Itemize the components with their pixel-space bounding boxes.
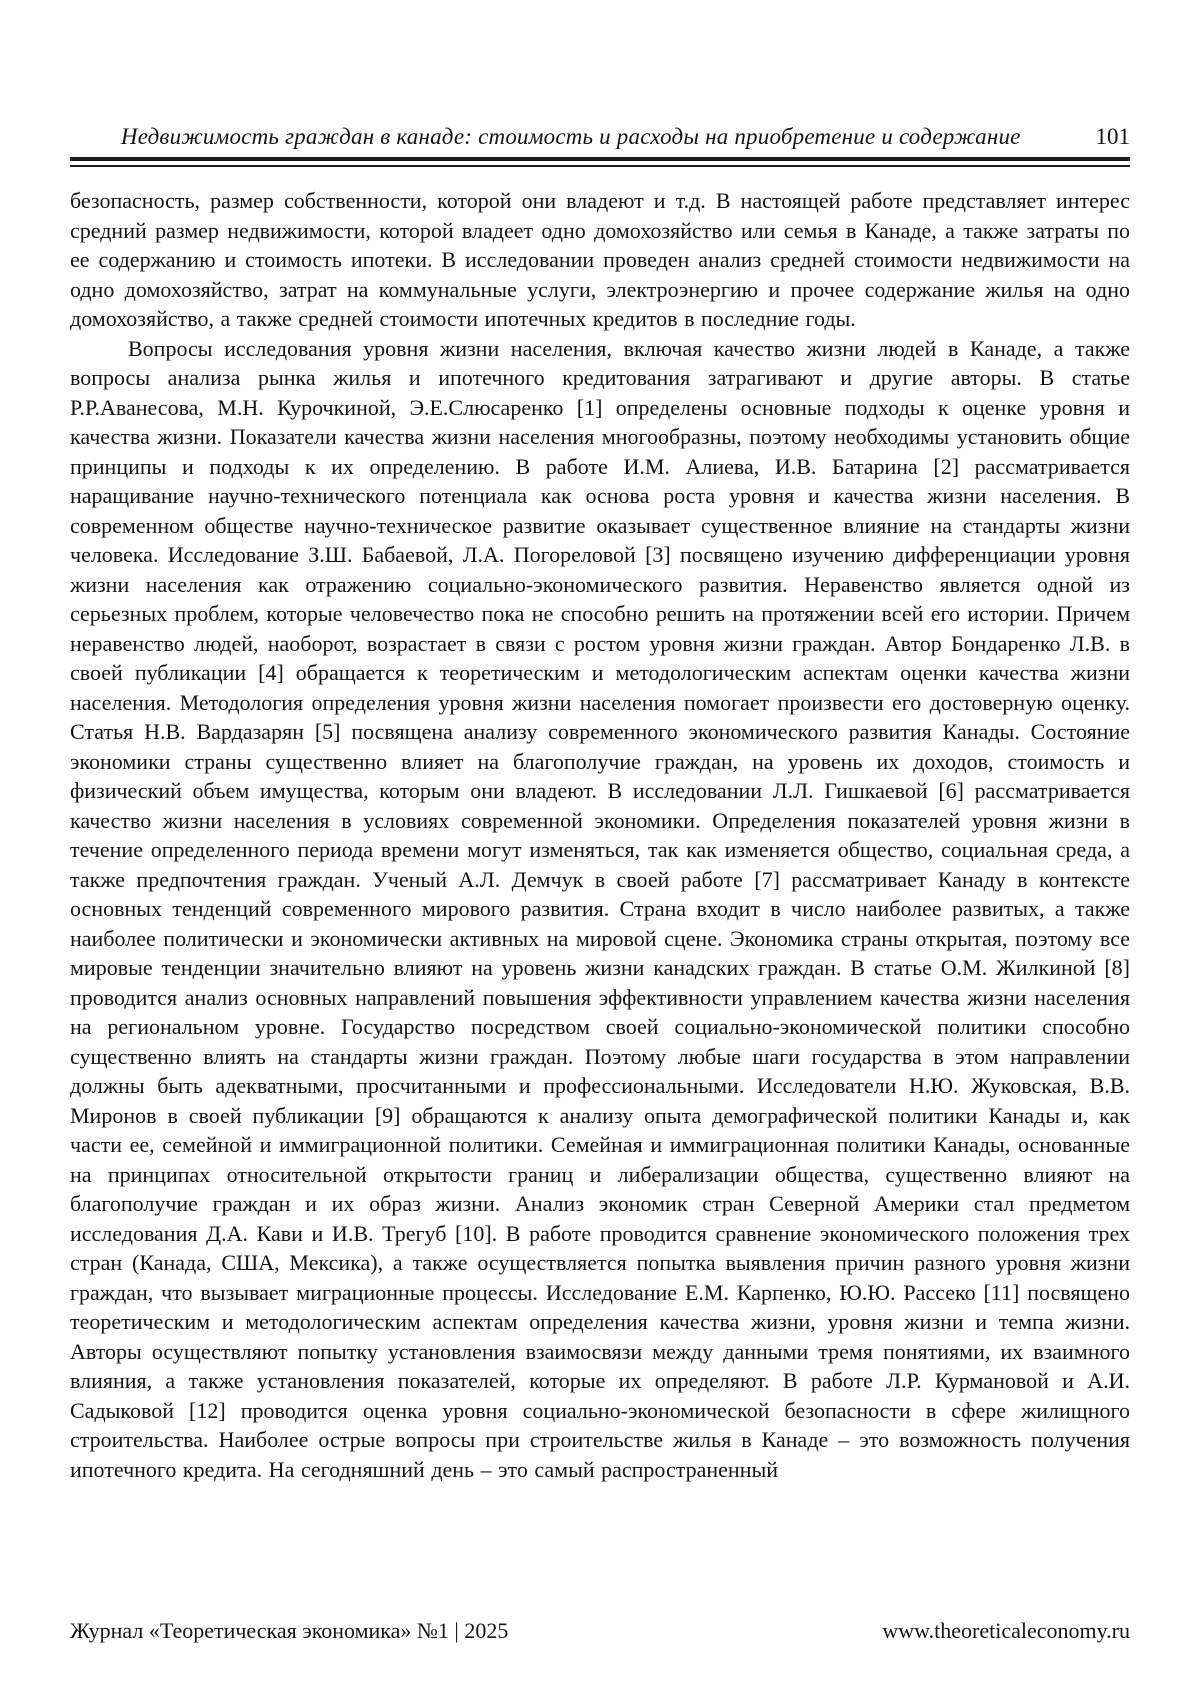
footer-website-link: www.theoreticaleconomy.ru (882, 1618, 1130, 1643)
page-header (70, 124, 1130, 167)
footer-journal-label: Журнал «Теоретическая экономика» №1 | 2025 (70, 1618, 509, 1643)
running-title: Недвижимость граждан в канаде: стоимость и расходы на приобретение и содержание (120, 124, 1021, 149)
article-body (70, 186, 1130, 1484)
body-paragraph-literature-review: Вопросы исследования уровня жизни населения, включая качество жизни людей в Канаде, а также вопросы анализа рынка жилья и ипотечного кредитования затрагивают и другие авторы. В статье Р.Р.Аванесова, М.Н. Курочкиной, Э.Е.Слюсаренко [1] определены основные подходы к оценке уровня и качества жизни. Показатели качества жизни населения многообразны, поэтому необходимы установить общие принципы и подходы к их определению. В работе И.М. Алиева, И.В. Батарина [2] рассматривается наращивание научно-технического потенциала как основа роста уровня и качества жизни населения. В современном обществе научно-техническое развитие оказывает существенное влияние на стандарты жизни человека. Исследование З.Ш. Бабаевой, Л.А. Погореловой [3] посвящено изучению дифференциации уровня жизни населения как отражению социально-экономического развития. Неравенство является одной из серьезных проблем, которые человечество пока не способно решить на протяжении всей его истории. Причем неравенство людей, наоборот, возрастает в связи с ростом уровня жизни граждан. Автор Бондаренко Л.В. в своей публикации [4] обращается к теоретическим и методологическим аспектам оценки качества жизни населения. Методология определения уровня жизни населения помогает произвести его достоверную оценку. Статья Н.В. Вардазарян [5] посвящена анализу современного экономического развития Канады. Состояние экономики страны существенно влияет на благополучие граждан, на уровень их доходов, стоимость и физический объем имущества, которым они владеют. В исследовании Л.Л. Гишкаевой [6] рассматривается качество жизни населения в условиях современной экономики. Определения показателей уровня жизни в течение определенного периода времени могут изменяться, так как изменяется общество, социальная среда, а также предпочтения граждан. Ученый А.Л. Демчук в своей работе [7] рассматривает Канаду в контексте основных тенденций современного мирового развития. Страна входит в число наиболее развитых, а также наиболее политически и экономически активных на мировой сцене. Экономика страны открытая, поэтому все мировые тенденции значительно влияют на уровень жизни канадских граждан. В статье О.М. Жилкиной [8] проводится анализ основных направлений повышения эффективности управлением качества жизни населения на региональном уровне. Государство посредством своей социально-экономической политики способно существенно влиять на стандарты жизни граждан. Поэтому любые шаги государства в этом направлении должны быть адекватными, просчитанными и профессиональными. Исследователи Н.Ю. Жуковская, В.В. Миронов в своей публикации [9] обращаются к анализу опыта демографической политики Канады и, как части ее, семейной и иммиграционной политики. Семейная и иммиграционная политики Канады, основанные на принципах относительной открытости границ и либерализации общества, существенно влияют на благополучие граждан и их образ жизни. Анализ экономик стран Северной Америки стал предметом исследования Д.А. Кави и И.В. Трегуб [10]. В работе проводится сравнение экономического положения трех стран (Канада, США, Мексика), а также осуществляется попытка выявления причин разного уровня жизни граждан, что вызывает миграционные процессы. Исследование Е.М. Карпенко, Ю.Ю. Рассеко [11] посвящено теоретическим и методологическим аспектам определения качества жизни, уровня жизни и темпа жизни. Авторы осуществляют попытку установления взаимосвязи между данными тремя понятиями, их взаимного влияния, а также установления показателей, которые их определяют. В работе Л.Р. Курмановой и А.И. Садыковой [12] проводится оценка уровня социально-экономической безопасности в сфере жилищного строительства. Наиболее острые вопросы при строительстве жилья в Канаде – это возможность получения ипотечного кредита. На сегодняшний день – это самый распространенный (70, 335, 1130, 1482)
header-rule (70, 157, 1130, 167)
body-paragraph-continuation: безопасность, размер собственности, которой они владеют и т.д. В настоящей работе представляет интерес средний размер недвижимости, которой владеет одно домохозяйство или семья в Канаде, а также затраты по ее содержанию и стоимость ипотеки. В исследовании проведен анализ средней стоимости недвижимости на одно домохозяйство, затрат на коммунальные услуги, электроэнергию и прочее содержание жилья на одно домохозяйство, а также средней стоимости ипотечных кредитов в последние годы. (70, 188, 1130, 331)
header-row (70, 124, 1130, 150)
page-number: 101 (1095, 124, 1130, 149)
page-footer (70, 1618, 1130, 1644)
